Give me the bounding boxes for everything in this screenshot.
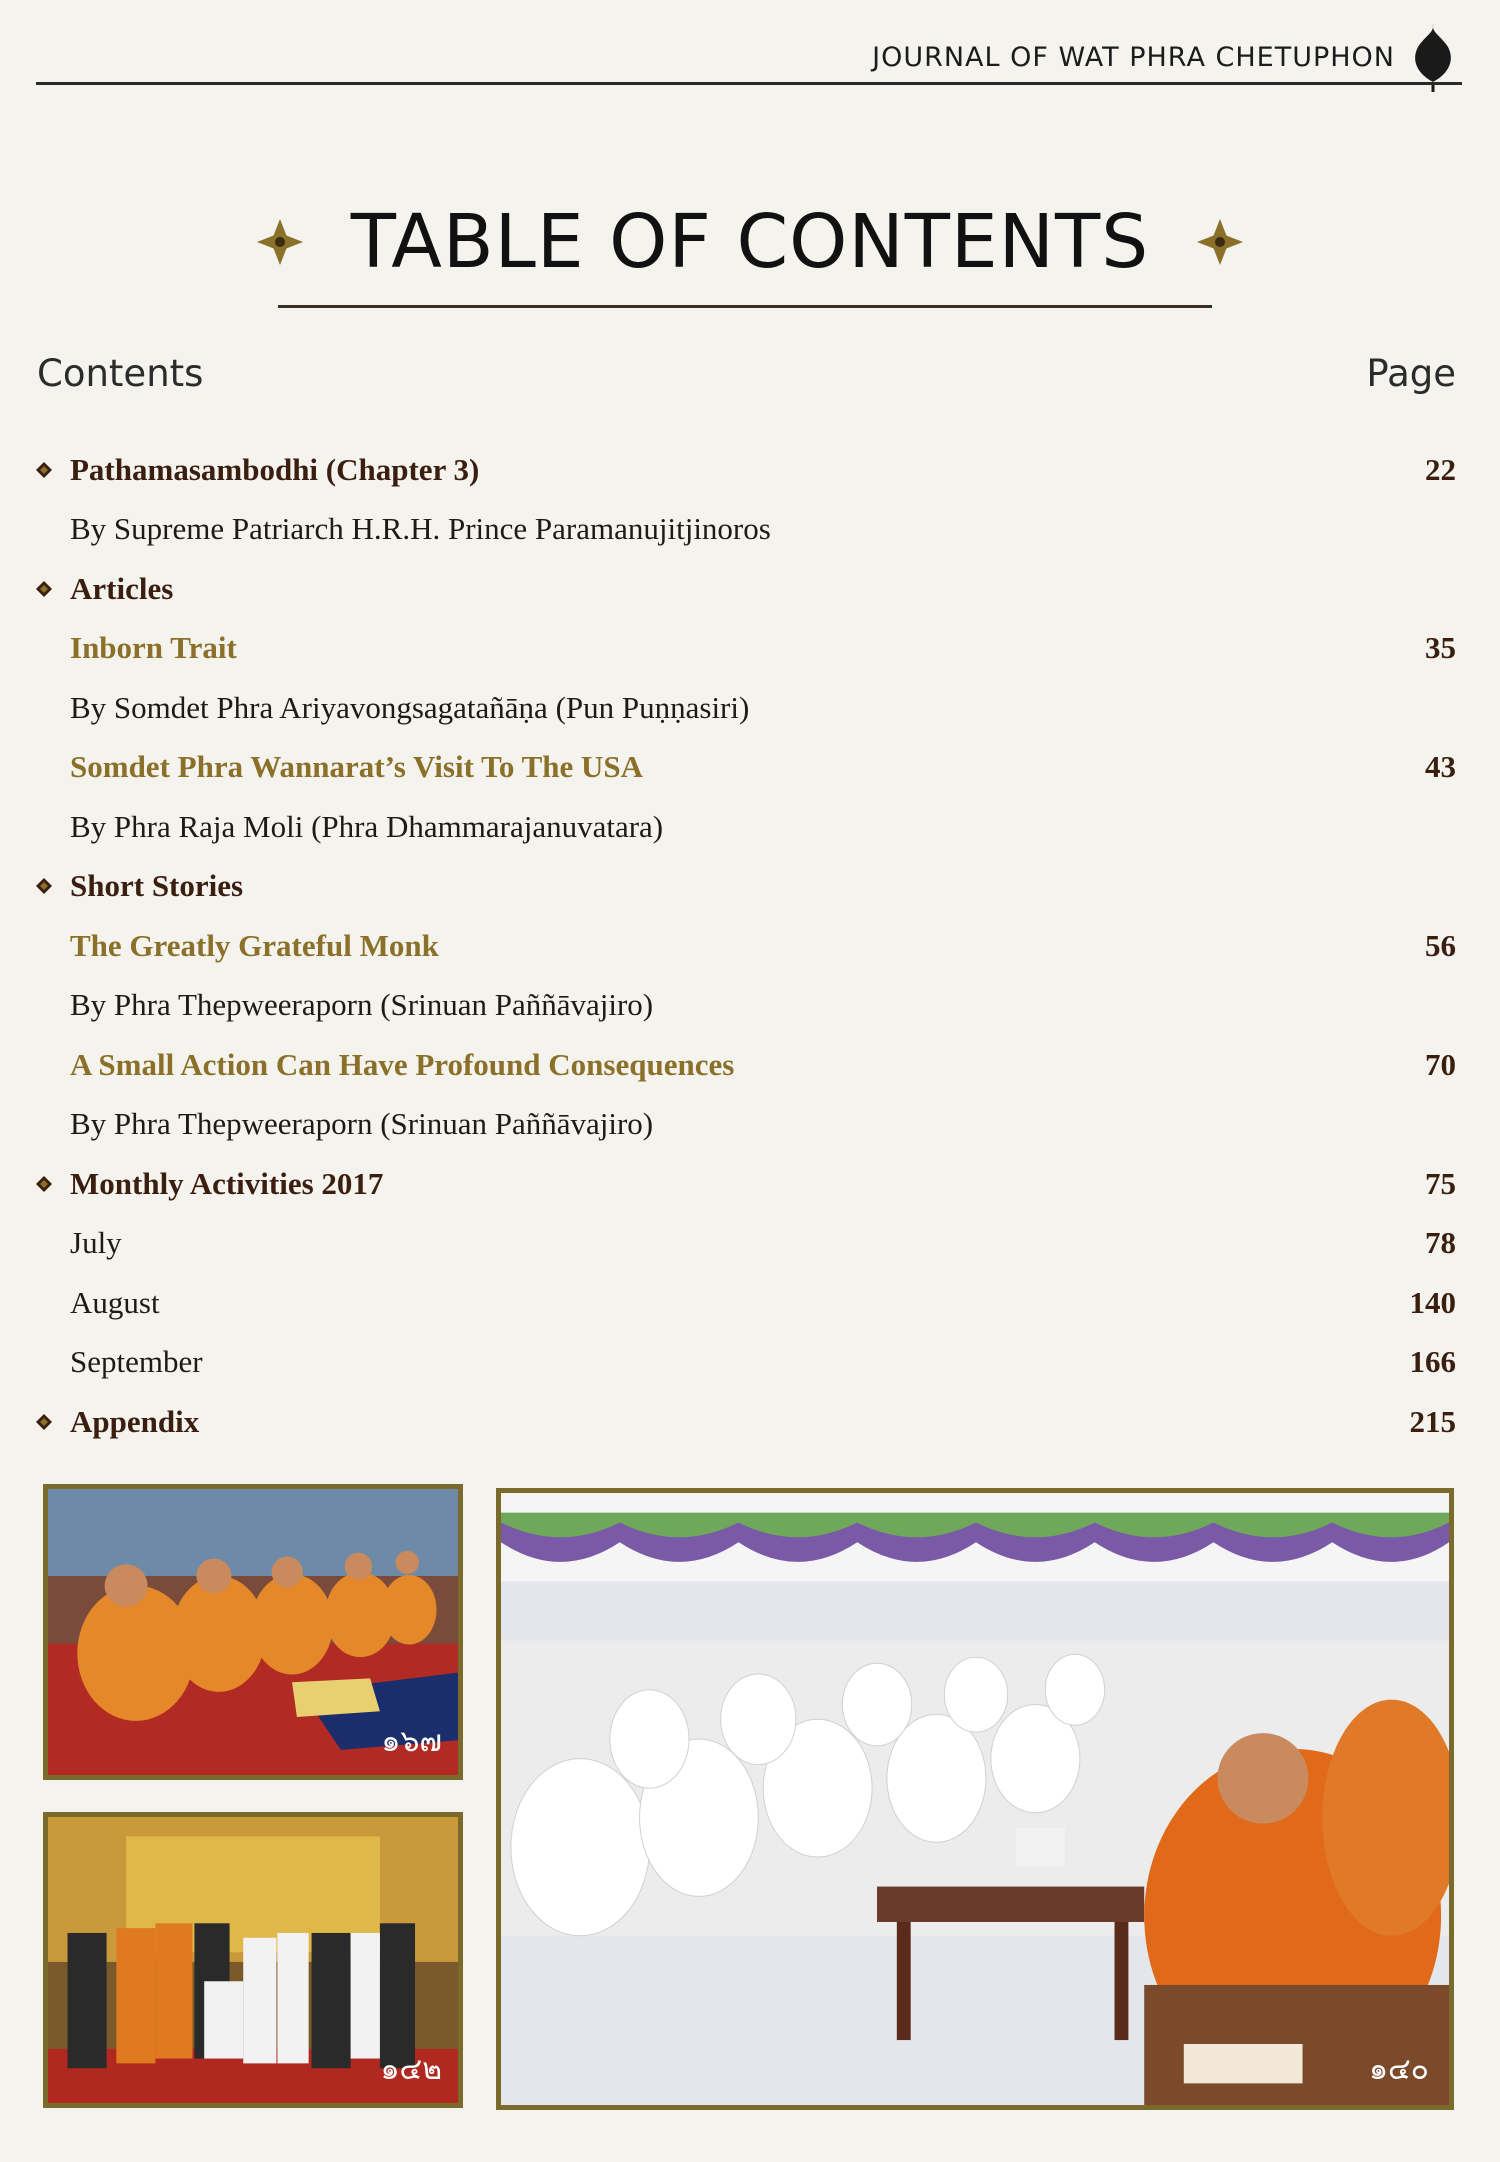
toc-entry-row bbox=[36, 1273, 1456, 1333]
toc-page-number: 140 bbox=[1409, 1284, 1456, 1320]
toc-entry-row bbox=[36, 1214, 1456, 1274]
toc-page-number: 56 bbox=[1425, 927, 1456, 963]
toc-author-title: By Phra Thepweeraporn (Srinuan Paññāvajiro) bbox=[70, 987, 654, 1023]
toc-author-title: By Supreme Patriarch H.R.H. Prince Paramanujitjinoros bbox=[70, 511, 771, 547]
contents-column-heading: Contents bbox=[37, 352, 204, 395]
toc-month-title: July bbox=[70, 1225, 122, 1261]
toc-page-number: 22 bbox=[1425, 451, 1456, 487]
toc-author-row bbox=[36, 678, 1456, 738]
toc-section-title: Articles bbox=[70, 570, 174, 606]
toc-author-row bbox=[36, 500, 1456, 560]
header-rule bbox=[36, 82, 1462, 85]
toc-article-title: Somdet Phra Wannarat’s Visit To The USA bbox=[70, 749, 644, 785]
diamond-bullet-icon bbox=[36, 462, 70, 478]
journal-title: JOURNAL OF WAT PHRA CHETUPHON bbox=[872, 42, 1395, 73]
toc-page-number: 166 bbox=[1409, 1344, 1456, 1380]
toc-page-number: 43 bbox=[1425, 749, 1456, 785]
photo-meditation-gathering bbox=[496, 1488, 1454, 2110]
left-ornament-icon bbox=[253, 215, 307, 269]
toc-page-number: 75 bbox=[1425, 1165, 1456, 1201]
toc-month-title: September bbox=[70, 1344, 203, 1380]
toc-entry-row bbox=[36, 1392, 1456, 1452]
title-block bbox=[0, 192, 1500, 292]
toc-author-title: By Somdet Phra Ariyavongsagatañāṇa (Pun Puṇṇasiri) bbox=[70, 689, 750, 725]
toc-entry-row bbox=[36, 916, 1456, 976]
toc-entry-row bbox=[36, 559, 1456, 619]
photo-page-number: ๑๔๒ bbox=[380, 2052, 442, 2087]
toc-entry-row bbox=[36, 738, 1456, 798]
toc-page-number: 35 bbox=[1425, 630, 1456, 666]
toc-author-row bbox=[36, 976, 1456, 1036]
toc-month-title: August bbox=[70, 1284, 160, 1320]
toc-page-number: 215 bbox=[1409, 1403, 1456, 1439]
photo-monks-chanting bbox=[43, 1484, 463, 1780]
toc-article-title: The Greatly Grateful Monk bbox=[70, 927, 439, 963]
toc-entry-row bbox=[36, 440, 1456, 500]
toc-article-title: Inborn Trait bbox=[70, 630, 237, 666]
toc-section-title: Short Stories bbox=[70, 868, 244, 904]
toc-section-title: Monthly Activities 2017 bbox=[70, 1165, 384, 1201]
photo-page-number: ๑๖๗ bbox=[381, 1724, 442, 1759]
toc-author-title: By Phra Raja Moli (Phra Dhammarajanuvatara) bbox=[70, 808, 664, 844]
title-underline bbox=[278, 305, 1212, 308]
diamond-bullet-icon bbox=[36, 581, 70, 597]
toc-entry-row bbox=[36, 1035, 1456, 1095]
photo-group-temple bbox=[43, 1812, 463, 2108]
toc-page-number: 70 bbox=[1425, 1046, 1456, 1082]
toc-author-title: By Phra Thepweeraporn (Srinuan Paññāvajiro) bbox=[70, 1106, 654, 1142]
right-ornament-icon bbox=[1193, 215, 1247, 269]
toc-section-title: Appendix bbox=[70, 1403, 200, 1439]
diamond-bullet-icon bbox=[36, 878, 70, 894]
photo-page-number: ๑๔๐ bbox=[1368, 2052, 1429, 2087]
table-of-contents-list bbox=[36, 440, 1456, 1452]
toc-entry-row bbox=[36, 1333, 1456, 1393]
toc-entry-row bbox=[36, 857, 1456, 917]
page-title: TABLE OF CONTENTS bbox=[350, 199, 1150, 285]
toc-author-row bbox=[36, 797, 1456, 857]
diamond-bullet-icon bbox=[36, 1176, 70, 1192]
toc-page-number: 78 bbox=[1425, 1225, 1456, 1261]
toc-author-row bbox=[36, 1095, 1456, 1155]
toc-section-title: Pathamasambodhi (Chapter 3) bbox=[70, 451, 480, 487]
diamond-bullet-icon bbox=[36, 1414, 70, 1430]
toc-article-title: A Small Action Can Have Profound Consequences bbox=[70, 1046, 735, 1082]
page-column-heading: Page bbox=[1366, 352, 1456, 395]
toc-entry-row bbox=[36, 1154, 1456, 1214]
toc-entry-row bbox=[36, 619, 1456, 679]
